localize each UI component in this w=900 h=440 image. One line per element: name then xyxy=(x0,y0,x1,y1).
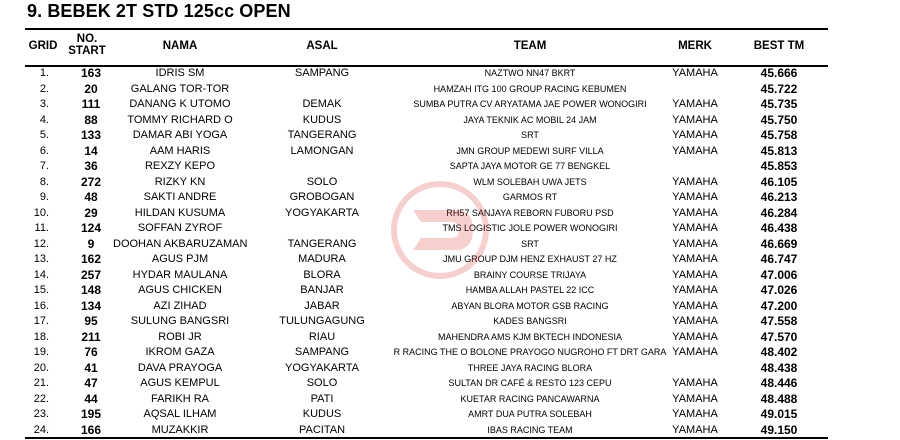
cell-team: R RACING THE O BOLONE PRAYOGO NUGROHO FT DRT GARA xyxy=(393,347,667,357)
cell-merk: YAMAHA xyxy=(672,98,718,110)
cell-nama: AGUS PJM xyxy=(151,253,209,265)
cell-start-no: 14 xyxy=(84,143,98,158)
cell-start-no: 124 xyxy=(80,221,102,235)
cell-best-tm: 47.026 xyxy=(760,283,798,297)
table-row xyxy=(25,159,828,175)
table-row xyxy=(25,376,828,392)
cell-asal: DEMAK xyxy=(302,98,342,110)
cell-asal: GROBOGAN xyxy=(289,191,355,203)
cell-grid: 21. xyxy=(33,377,49,389)
cell-best-tm: 48.488 xyxy=(760,391,798,406)
table-row xyxy=(25,392,828,408)
cell-nama: DAVA PRAYOGA xyxy=(137,361,223,374)
cell-nama: DANANG K UTOMO xyxy=(129,98,231,110)
cell-start-no: 195 xyxy=(80,407,102,421)
cell-start-no: 47 xyxy=(84,376,98,390)
cell-asal: KUDUS xyxy=(302,408,342,420)
cell-best-tm: 45.735 xyxy=(760,97,798,111)
table-row xyxy=(25,66,828,82)
table-row xyxy=(25,190,828,206)
cell-grid: 2. xyxy=(39,82,49,95)
cell-best-tm: 48.402 xyxy=(760,345,798,359)
cell-best-tm: 45.813 xyxy=(760,143,798,158)
cell-start-no: 9 xyxy=(87,236,95,251)
cell-merk: YAMAHA xyxy=(672,330,718,343)
header-no-start xyxy=(61,33,113,57)
cell-nama: HYDAR MAULANA xyxy=(132,268,228,281)
cell-grid: 3. xyxy=(39,98,49,110)
cell-merk: YAMAHA xyxy=(672,191,718,203)
cell-merk: YAMAHA xyxy=(672,346,718,358)
cell-start-no: 272 xyxy=(80,174,102,189)
cell-best-tm: 46.105 xyxy=(760,174,798,189)
bottom-divider xyxy=(25,437,828,439)
cell-best-tm: 47.006 xyxy=(760,267,798,282)
cell-asal: SAMPANG xyxy=(294,67,350,79)
header-no-start-line1: NO. xyxy=(76,33,98,45)
cell-best-tm: 45.666 xyxy=(760,66,798,80)
cell-nama: IDRIS SM xyxy=(155,67,205,79)
cell-start-no: 44 xyxy=(84,391,98,406)
cell-team: KUETAR RACING PANCAWARNA xyxy=(460,393,600,404)
cell-start-no: 29 xyxy=(84,205,98,220)
cell-asal: KUDUS xyxy=(302,113,342,126)
cell-team: MAHENDRA AMS KJM BKTECH INDONESIA xyxy=(437,331,623,342)
cell-merk: YAMAHA xyxy=(672,268,718,281)
cell-team: NAZTWO NN47 BKRT xyxy=(484,68,576,78)
cell-grid: 7. xyxy=(39,160,49,172)
cell-nama: DAMAR ABI YOGA xyxy=(132,129,228,141)
cell-start-no: 163 xyxy=(80,66,102,80)
cell-merk: YAMAHA xyxy=(672,423,718,436)
table-row xyxy=(25,144,828,160)
table-row xyxy=(25,113,828,129)
cell-team: BRAINY COURSE TRIJAYA xyxy=(473,269,587,280)
cell-asal: PACITAN xyxy=(298,423,346,436)
cell-asal: BLORA xyxy=(303,268,341,281)
cell-grid: 19. xyxy=(33,346,49,358)
header-nama: NAMA xyxy=(162,40,198,52)
cell-team: SAPTA JAYA MOTOR GE 77 BENGKEL xyxy=(449,161,611,171)
table-row xyxy=(25,299,828,315)
cell-nama: TOMMY RICHARD O xyxy=(127,113,233,126)
page-title: 9. BEBEK 2T STD 125cc OPEN xyxy=(27,1,291,21)
cell-start-no: 162 xyxy=(80,252,102,266)
cell-best-tm: 47.558 xyxy=(760,314,798,328)
table-row xyxy=(25,345,828,361)
cell-merk: YAMAHA xyxy=(672,222,718,234)
header-merk: MERK xyxy=(678,40,712,52)
cell-start-no: 211 xyxy=(81,329,101,344)
cell-nama: SOFFAN ZYROF xyxy=(137,222,223,234)
cell-best-tm: 46.747 xyxy=(760,252,798,266)
cell-nama: REXZY KEPO xyxy=(144,160,216,172)
cell-team: GARMOS RT xyxy=(502,192,558,202)
table-row xyxy=(25,330,828,346)
table-row xyxy=(25,237,828,253)
table-row xyxy=(25,423,828,439)
cell-asal: LAMONGAN xyxy=(290,144,354,157)
cell-start-no: 148 xyxy=(80,283,102,297)
cell-grid: 1. xyxy=(39,67,49,79)
cell-merk: YAMAHA xyxy=(672,67,718,79)
cell-start-no: 48 xyxy=(84,190,98,204)
cell-asal: SOLO xyxy=(306,377,338,389)
cell-team: HAMZAH ITG 100 GROUP RACING KEBUMEN xyxy=(433,83,627,94)
cell-asal: YOGYAKARTA xyxy=(285,206,359,219)
cell-asal: TULUNGAGUNG xyxy=(279,315,365,327)
cell-merk: YAMAHA xyxy=(672,206,718,219)
cell-grid: 8. xyxy=(39,175,49,188)
cell-asal: TANGERANG xyxy=(287,237,357,250)
cell-nama: FARIKH RA xyxy=(150,392,210,405)
cell-team: RH57 SANJAYA REBORN FUBORU PSD xyxy=(446,207,614,218)
cell-merk: YAMAHA xyxy=(672,284,718,296)
cell-team: IBAS RACING TEAM xyxy=(487,424,573,435)
cell-team: AMRT DUA PUTRA SOLEBAH xyxy=(468,409,592,419)
cell-asal: PATI xyxy=(310,392,334,405)
table-row xyxy=(25,206,828,222)
table-header xyxy=(25,28,828,67)
cell-best-tm: 45.758 xyxy=(760,128,798,142)
cell-nama: SULUNG BANGSRI xyxy=(130,315,230,327)
cell-grid: 16. xyxy=(33,299,49,312)
header-asal: ASAL xyxy=(306,40,338,52)
table-body xyxy=(25,66,828,438)
cell-merk: YAMAHA xyxy=(672,175,718,188)
cell-nama: IKROM GAZA xyxy=(145,346,215,358)
cell-team: JMU GROUP DJM HENZ EXHAUST 27 HZ xyxy=(443,254,617,264)
cell-asal: MADURA xyxy=(298,253,346,265)
cell-merk: YAMAHA xyxy=(672,315,718,327)
cell-best-tm: 46.284 xyxy=(760,205,798,220)
cell-start-no: 133 xyxy=(80,128,102,142)
table-row xyxy=(25,314,828,330)
cell-grid: 6. xyxy=(39,144,49,157)
cell-nama: AGUS CHICKEN xyxy=(138,284,222,296)
cell-grid: 24. xyxy=(33,423,49,436)
table-row xyxy=(25,175,828,191)
cell-start-no: 95 xyxy=(84,314,98,328)
cell-best-tm: 48.446 xyxy=(760,376,798,390)
cell-grid: 15. xyxy=(33,284,49,296)
cell-merk: YAMAHA xyxy=(672,113,718,126)
cell-best-tm: 47.200 xyxy=(760,298,798,313)
cell-team: JMN GROUP MEDEWI SURF VILLA xyxy=(456,145,604,156)
cell-grid: 18. xyxy=(33,330,49,343)
cell-team: WLM SOLEBAH UWA JETS xyxy=(473,176,587,187)
cell-merk: YAMAHA xyxy=(672,377,718,389)
cell-nama: GALANG TOR-TOR xyxy=(130,82,230,95)
header-best-tm: BEST TM xyxy=(753,40,805,52)
table-row xyxy=(25,361,828,377)
cell-grid: 14. xyxy=(33,268,49,281)
cell-grid: 13. xyxy=(33,253,49,265)
cell-start-no: 36 xyxy=(84,159,98,173)
cell-team: TMS LOGISTIC JOLE POWER WONOGIRI xyxy=(442,223,618,233)
cell-nama: SAKTI ANDRE xyxy=(143,191,217,203)
table-row xyxy=(25,252,828,268)
cell-nama: AGUS KEMPUL xyxy=(140,377,220,389)
cell-nama: DOOHAN AKBARUZAMAN xyxy=(113,237,247,250)
cell-grid: 4. xyxy=(39,113,49,126)
cell-team: HAMBA ALLAH PASTEL 22 ICC xyxy=(465,285,595,295)
cell-grid: 5. xyxy=(39,129,49,141)
cell-nama: HILDAN KUSUMA xyxy=(134,206,226,219)
cell-start-no: 166 xyxy=(80,422,102,437)
cell-best-tm: 49.015 xyxy=(760,407,798,421)
cell-grid: 20. xyxy=(33,361,49,374)
table-row xyxy=(25,128,828,144)
cell-grid: 9. xyxy=(39,191,49,203)
header-team: TEAM xyxy=(513,40,547,52)
cell-team: SRT xyxy=(521,238,539,249)
cell-start-no: 20 xyxy=(84,81,98,96)
cell-best-tm: 46.213 xyxy=(760,190,798,204)
cell-grid: 12. xyxy=(33,237,49,250)
results-table xyxy=(25,28,828,437)
cell-team: ABYAN BLORA MOTOR GSB RACING xyxy=(451,300,609,311)
cell-team: JAYA TEKNIK AC MOBIL 24 JAM xyxy=(463,114,597,125)
cell-best-tm: 45.853 xyxy=(760,159,798,173)
cell-asal: TANGERANG xyxy=(287,129,357,141)
header-grid: GRID xyxy=(28,40,58,52)
cell-start-no: 88 xyxy=(84,112,98,127)
cell-asal: JABAR xyxy=(304,299,340,312)
cell-merk: YAMAHA xyxy=(672,237,718,250)
cell-best-tm: 46.438 xyxy=(760,221,798,235)
cell-merk: YAMAHA xyxy=(672,299,718,312)
cell-merk: YAMAHA xyxy=(672,392,718,405)
cell-grid: 23. xyxy=(33,408,49,420)
table-row xyxy=(25,221,828,237)
cell-merk: YAMAHA xyxy=(672,253,718,265)
cell-start-no: 41 xyxy=(84,360,98,375)
cell-best-tm: 46.669 xyxy=(760,236,798,251)
table-row xyxy=(25,407,828,423)
cell-team: SUMBA PUTRA CV ARYATAMA JAE POWER WONOGIRI xyxy=(413,99,647,109)
cell-nama: AAM HARIS xyxy=(149,144,211,157)
cell-asal: YOGYAKARTA xyxy=(285,361,359,374)
cell-team: THREE JAYA RACING BLORA xyxy=(467,362,593,373)
cell-nama: RIZKY KN xyxy=(154,175,206,188)
table-row xyxy=(25,82,828,98)
cell-grid: 17. xyxy=(33,315,49,327)
table-row xyxy=(25,97,828,113)
cell-nama: AQSAL ILHAM xyxy=(143,408,217,420)
cell-best-tm: 45.750 xyxy=(760,112,798,127)
cell-grid: 22. xyxy=(33,392,49,405)
cell-asal: RIAU xyxy=(308,330,336,343)
cell-nama: ROBI JR xyxy=(158,330,202,343)
cell-best-tm: 49.150 xyxy=(760,422,798,437)
cell-merk: YAMAHA xyxy=(672,408,718,420)
cell-start-no: 134 xyxy=(80,298,102,313)
cell-team: SULTAN DR CAFÉ & RESTO 123 CEPU xyxy=(448,378,612,388)
table-row xyxy=(25,283,828,299)
cell-best-tm: 48.438 xyxy=(760,360,798,375)
table-row xyxy=(25,268,828,284)
cell-asal: SAMPANG xyxy=(294,346,350,358)
cell-grid: 11. xyxy=(34,222,49,234)
cell-team: KADES BANGSRI xyxy=(493,316,567,326)
cell-start-no: 76 xyxy=(84,345,98,359)
cell-merk: YAMAHA xyxy=(672,129,718,141)
cell-grid: 10. xyxy=(33,206,49,219)
cell-team: SRT xyxy=(521,130,539,140)
cell-asal: BANJAR xyxy=(300,284,344,296)
cell-nama: AZI ZIHAD xyxy=(153,299,207,312)
cell-best-tm: 45.722 xyxy=(760,81,798,96)
cell-start-no: 111 xyxy=(81,97,101,111)
cell-asal: SOLO xyxy=(306,175,338,188)
cell-nama: MUZAKKIR xyxy=(151,423,209,436)
cell-merk: YAMAHA xyxy=(672,144,718,157)
cell-best-tm: 47.570 xyxy=(760,329,798,344)
header-no-start-line2: START xyxy=(68,45,106,57)
cell-start-no: 257 xyxy=(80,267,102,282)
